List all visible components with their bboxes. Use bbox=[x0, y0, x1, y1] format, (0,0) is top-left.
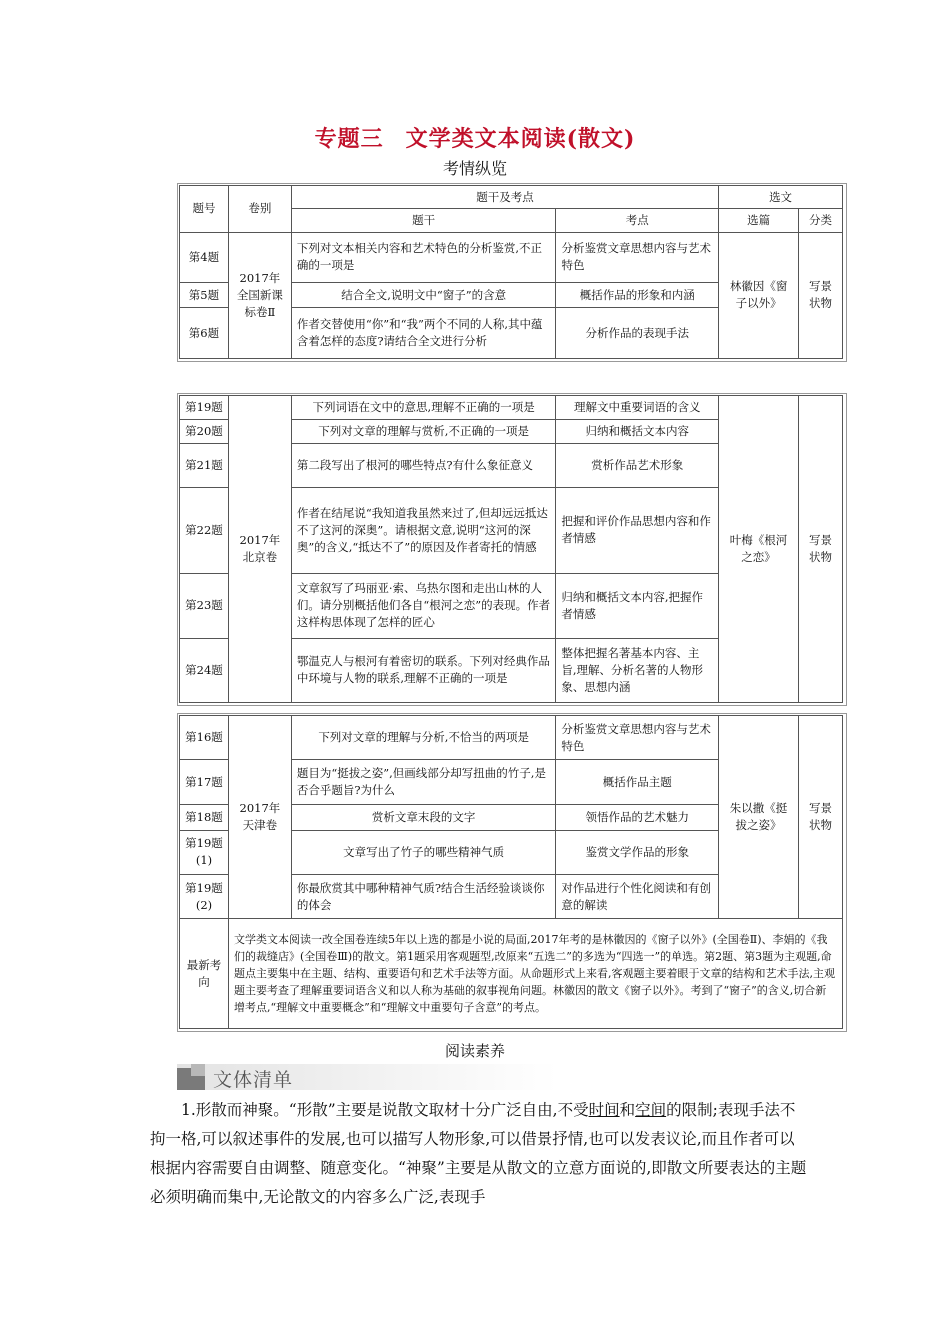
row-point: 归纳和概括文本内容,把握作者情感 bbox=[556, 574, 719, 638]
row-point: 整体把握名著基本内容、主旨,理解、分析名著的人物形象、思想内涵 bbox=[556, 638, 719, 702]
title-topic: 专题三 bbox=[314, 126, 384, 152]
row-stem: 赏析文章末段的文字 bbox=[291, 804, 556, 830]
row-stem: 下列对文章的理解与赏析,不正确的一项是 bbox=[291, 420, 556, 444]
trend-text: 文学类文本阅读一改全国卷连续5年以上选的都是小说的局面,2017年考的是林徽因的《窗子以外》(全国卷Ⅱ)、李娟的《我们的裁缝店》(全国卷Ⅲ)的散文。第1题采用客观题型,改原来“五选二”的多选为“四选一”的单选。第2题、第3题为主观题,命题点主要集中在主题、结构、重要语句和艺术手法等方面。从命题形式上来看,客观题主要着眼于文章的结构和艺术手法,主观题主要考查了理解重要词语含义和以人称为基础的叙事视角问题。林徽因的散文《窗子以外》。考到了“窗子”的含义,切合新增考点,“理解文中重要概念”和“理解文中重要句子含意”的考点。 bbox=[228, 919, 842, 1029]
trend-label: 最新考向 bbox=[180, 919, 229, 1029]
header-num: 题号 bbox=[180, 186, 229, 233]
row-num: 第19题(2) bbox=[180, 875, 229, 919]
row-stem: 作者交替使用“你”和“我”两个不同的人称,其中蕴含着怎样的态度?请结合全文进行分析 bbox=[291, 308, 556, 359]
row-num: 第17题 bbox=[180, 760, 229, 804]
header-sel-group: 选文 bbox=[719, 186, 843, 209]
paper-cell: 2017年全国新课标卷Ⅱ bbox=[228, 232, 291, 358]
row-num: 第4题 bbox=[180, 232, 229, 283]
header-cat: 分类 bbox=[799, 209, 843, 232]
category-cell: 写景状物 bbox=[799, 396, 843, 703]
header-sel: 选篇 bbox=[719, 209, 799, 232]
genre-banner bbox=[177, 1064, 557, 1090]
row-point: 对作品进行个性化阅读和有创意的解读 bbox=[556, 875, 719, 919]
banner-square-accent-icon bbox=[191, 1064, 205, 1076]
row-num: 第16题 bbox=[180, 716, 229, 760]
category-cell: 写景状物 bbox=[799, 716, 843, 919]
row-point: 理解文中重要词语的含义 bbox=[556, 396, 719, 420]
page-title bbox=[0, 122, 950, 153]
row-num: 第19题(1) bbox=[180, 830, 229, 874]
row-point: 把握和评价作品思想内容和作者情感 bbox=[556, 487, 719, 574]
row-point: 鉴赏文学作品的形象 bbox=[556, 830, 719, 874]
body-paragraph bbox=[150, 1096, 810, 1212]
header-group: 题干及考点 bbox=[291, 186, 718, 209]
row-num: 第21题 bbox=[180, 444, 229, 487]
row-stem: 作者在结尾说“我知道我虽然来过了,但却远远抵达不了这河的深奥”。请根据文意,说明“这河的深奥”的含义,“抵达不了”的原因及作者寄托的情感 bbox=[291, 487, 556, 574]
section-title-literacy: 阅读素养 bbox=[444, 1042, 505, 1060]
selection-cell: 林徽因《窗子以外》 bbox=[719, 232, 799, 358]
paper-cell: 2017年北京卷 bbox=[228, 396, 291, 703]
row-point: 概括作品的形象和内涵 bbox=[556, 283, 719, 308]
row-num: 第19题 bbox=[180, 396, 229, 420]
row-point: 概括作品主题 bbox=[556, 760, 719, 804]
para-text: 1.形散而神聚。“形散”主要是说散文取材十分广泛自由,不受 bbox=[181, 1101, 589, 1119]
row-stem: 文章写出了竹子的哪些精神气质 bbox=[291, 830, 556, 874]
header-stem: 题干 bbox=[291, 209, 556, 232]
row-num: 第18题 bbox=[180, 804, 229, 830]
row-point: 领悟作品的艺术魅力 bbox=[556, 804, 719, 830]
exam-table-tianjin bbox=[179, 715, 843, 1029]
header-point: 考点 bbox=[556, 209, 719, 232]
row-stem: 下列对文章的理解与分析,不恰当的两项是 bbox=[291, 716, 556, 760]
selection-cell: 朱以撒《挺拔之姿》 bbox=[719, 716, 799, 919]
row-num: 第20题 bbox=[180, 420, 229, 444]
row-point: 分析鉴赏文章思想内容与艺术特色 bbox=[556, 232, 719, 283]
row-stem: 题目为“挺拔之姿”,但画线部分却写扭曲的竹子,是否合乎题旨?为什么 bbox=[291, 760, 556, 804]
row-point: 分析作品的表现手法 bbox=[556, 308, 719, 359]
row-point: 分析鉴赏文章思想内容与艺术特色 bbox=[556, 716, 719, 760]
row-num: 第5题 bbox=[180, 283, 229, 308]
row-stem: 文章叙写了玛丽亚·索、乌热尔图和走出山林的人们。请分别概括他们各自“根河之恋”的表现。作者这样构思体现了怎样的匠心 bbox=[291, 574, 556, 638]
row-num: 第23题 bbox=[180, 574, 229, 638]
row-point: 赏析作品艺术形象 bbox=[556, 444, 719, 487]
row-stem: 下列词语在文中的意思,理解不正确的一项是 bbox=[291, 396, 556, 420]
row-stem: 第二段写出了根河的哪些特点?有什么象征意义 bbox=[291, 444, 556, 487]
section-title-overview: 考情纵览 bbox=[442, 159, 507, 178]
para-underlined-time: 时间 bbox=[588, 1101, 620, 1119]
exam-table-beijing bbox=[179, 395, 843, 703]
paper-cell: 2017年天津卷 bbox=[228, 716, 291, 919]
header-paper: 卷别 bbox=[228, 186, 291, 233]
row-point: 归纳和概括文本内容 bbox=[556, 420, 719, 444]
para-text: 的限制;表现手法不拘一格,可以叙述事件的发展,也可以描写人物形象,可以借景抒情,也可以发表议论,而且作者可以根据内容需要自由调整、随意变化。“神聚”主要是从散文的立意方面说的,即散文所要表达的主题必须明确而集中,无论散文的内容多么广泛,表现手 bbox=[150, 1101, 807, 1206]
exam-table-national bbox=[179, 185, 843, 359]
row-stem: 你最欣赏其中哪种精神气质?结合生活经验谈谈你的体会 bbox=[291, 875, 556, 919]
selection-cell: 叶梅《根河之恋》 bbox=[719, 396, 799, 703]
row-num: 第24题 bbox=[180, 638, 229, 702]
row-num: 第22题 bbox=[180, 487, 229, 574]
para-text: 和 bbox=[619, 1101, 636, 1119]
row-num: 第6题 bbox=[180, 308, 229, 359]
genre-label: 文体清单 bbox=[213, 1069, 294, 1091]
title-subject: 文学类文本阅读(散文) bbox=[405, 126, 636, 152]
para-underlined-space: 空间 bbox=[635, 1101, 667, 1119]
row-stem: 结合全文,说明文中“窗子”的含意 bbox=[291, 283, 556, 308]
row-stem: 鄂温克人与根河有着密切的联系。下列对经典作品中环境与人物的联系,理解不正确的一项是 bbox=[291, 638, 556, 702]
category-cell: 写景状物 bbox=[799, 232, 843, 358]
row-stem: 下列对文本相关内容和艺术特色的分析鉴赏,不正确的一项是 bbox=[291, 232, 556, 283]
